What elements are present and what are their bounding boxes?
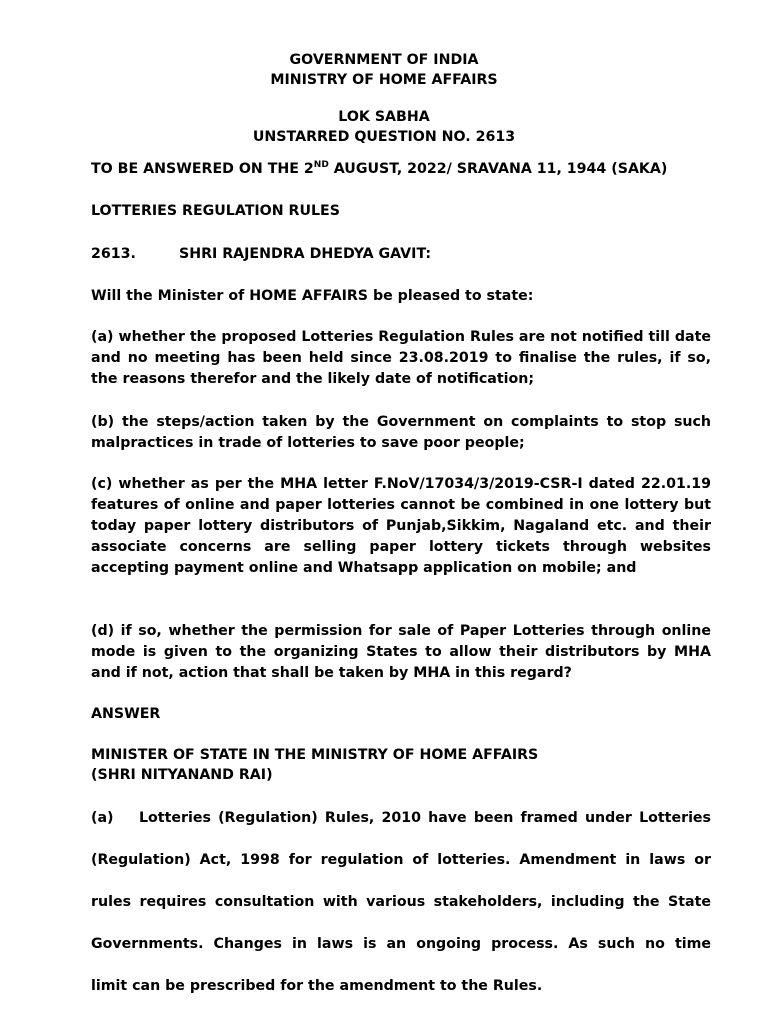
answer-a-line-5: limit can be prescribed for the amendment to the Rules. (91, 978, 543, 994)
answer-heading: ANSWER (91, 706, 161, 722)
member-name: SHRI RAJENDRA DHEDYA GAVIT: (179, 246, 432, 262)
date-suffix: AUGUST, 2022/ SRAVANA 11, 1944 (SAKA) (328, 161, 668, 177)
question-intro: Will the Minister of HOME AFFAIRS be pleased to state: (91, 288, 534, 304)
answer-a-label: (a) (91, 810, 114, 826)
answer-a-line-2: (Regulation) Act, 1998 for regulation of lotteries. Amendment in laws or (91, 852, 711, 868)
answer-a-line-3: rules requires consultation with various stakeholders, including the State (91, 894, 711, 910)
answer-a-text-1: Lotteries (Regulation) Rules, 2010 have been framed under Lotteries (139, 810, 711, 826)
subject-title: LOTTERIES REGULATION RULES (91, 203, 340, 219)
question-header (91, 246, 711, 262)
header-government: GOVERNMENT OF INDIA (289, 52, 479, 68)
question-c: (c) whether as per the MHA letter F.NoV/17034/3/2019-CSR-I dated 22.01.19 features of online and paper lotteries cannot be combined in one lottery but today paper lottery distributors of Punjab,Sikkim, Nagaland etc. and their associate concerns are selling paper lottery tickets through websites accepting payment online and Whatsapp application on mobile; and (91, 476, 711, 576)
date-prefix: TO BE ANSWERED ON THE 2 (91, 161, 314, 177)
answer-a-line-1 (91, 810, 711, 830)
answer-a-line-4: Governments. Changes in laws is an ongoing process. As such no time (91, 936, 711, 952)
date-superscript: ND (313, 160, 329, 170)
minister-title: MINISTER OF STATE IN THE MINISTRY OF HOME AFFAIRS (91, 747, 539, 763)
header-ministry: MINISTRY OF HOME AFFAIRS (270, 72, 498, 88)
header-house: LOK SABHA (338, 109, 430, 125)
question-number: 2613. (91, 246, 136, 262)
question-b: (b) the steps/action taken by the Government on complaints to stop such malpractices in trade of lotteries to save poor people; (91, 414, 711, 451)
answer-date-line (91, 161, 711, 177)
question-d: (d) if so, whether the permission for sale of Paper Lotteries through online mode is given to the organizing States to allow their distributors by MHA and if not, action that shall be taken by MHA in this regard? (91, 623, 711, 681)
minister-name: (SHRI NITYANAND RAI) (91, 767, 273, 783)
header-question-no: UNSTARRED QUESTION NO. 2613 (252, 129, 516, 145)
question-a: (a) whether the proposed Lotteries Regulation Rules are not notified till date and no meeting has been held since 23.08.2019 to finalise the rules, if so, the reasons therefor and the likely date of notification; (91, 329, 711, 387)
